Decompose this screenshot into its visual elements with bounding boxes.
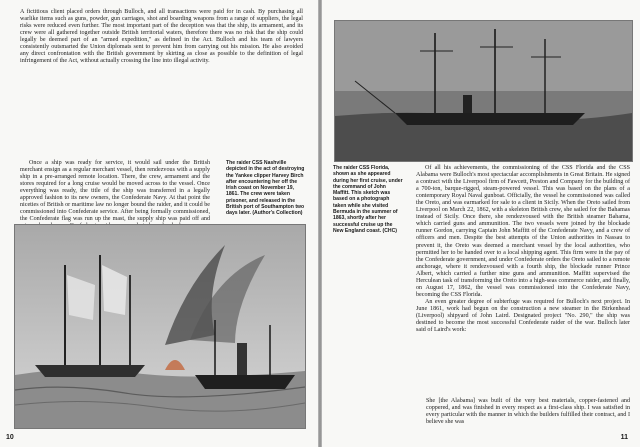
- right-paragraph-1: Of all his achievements, the commissioning of the CSS Florida and the CSS Alabama were Bulloch's most spectacular accomplishments in Great Britain. He signed a contract with the Liverpool firm of Fawcett, Preston and Company for the building of a 700-ton, barque-rigged, steam-powered vessel. This was based on the plans of a contemporary Royal Naval gunboat. Officially, the vessel he commissioned was called the Oreto, and was earmarked for sale to a client in Sicily. When the Oreto sailed from Liverpool on March 22, 1862, with a skeleton British crew, she sailed for the Bahamas instead of Sicily. Once there, she rendezvoused with the British steamer Bahama, which carried guns and ammunition. The two vessels were joined by the blockade runner Gordon, carrying Captain John Maffitt of the Confederate Navy, and a crew of officers and men. Despite the best attempts of the Union authorities in Nassau to prevent it, the Oreto was deemed a merchant vessel by the local authorities, who permitted her to be handed over to a local shipping agent. This firm were in the pay of the Confederate government, and under Confederate orders the Oreto sailed to a remote anchorage, where it rendezvoused with a fourth ship, the blockade runner Prince Albert, which carried a further nine guns and ammunition. Maffitt supervised the Herculean task of transforming the Oreto into a high-seas commerce raider, and finally, on August 17, 1862, the vessel was commissioned into the Confederate Navy, becoming the CSS Florida.: [416, 165, 630, 298]
- left-body-text: [20, 9, 303, 159]
- left-paragraph-1: A fictitious client placed orders through Bulloch, and all transactions were paid for in cash. By purchasing all warlike items such as guns, powder, gun carriages, shot and boarding weapons from a range of suppliers, the legal risks were reduced even further. The most important part of the deception was that the ship, its armament, and its crew were all gathered together outside British territorial waters, therefore there was no risk that the ship could legally be deemed part of an "armed expedition," as defined in the Act. Bulloch and his team of lawyers consistently outsmarted the Union diplomats sent to prevent him from carrying out his mission. He also avoided any direct confrontation with the British government by skirting as close as possible to the definition of legal infringement of the Act, without actually crossing the line into illegal activity.: [20, 9, 303, 65]
- page-number-left: 10: [6, 434, 14, 441]
- florida-caption: The raider CSS Florida, shown as she appeared during her first cruise, under the command of John Maffitt. This sketch was based on a photograph taken while she visited Bermuda in the summer of 1863, shortly after her successful cruise up the New England coast. (CHC): [333, 165, 403, 234]
- right-paragraph-2: An even greater degree of subterfuge was required for Bulloch's next project. In June 1861, work had begun on the construction a new steamer in the Birkenhead (Liverpool) shipyard of John Laird. Designated project "No. 290," the ship was destined to become the most successful Confederate raider of the war. Bulloch later said of Laird's work:: [416, 298, 630, 334]
- page-number-right: 11: [620, 434, 628, 441]
- nashville-caption: The raider CSS Nashville depicted in the act of destroying the Yankee clipper Harvey Birch after encountering her off the Irish coast on November 19, 1861. The crew were taken prisoner, and released in the British port of Southampton two days later. (Author's Collection): [226, 160, 305, 217]
- florida-photo: [334, 20, 633, 162]
- engraving-image: [15, 225, 305, 428]
- left-body-text-continued: [20, 160, 210, 223]
- left-page: [0, 0, 318, 447]
- right-page: [322, 0, 640, 447]
- right-body-text: [416, 165, 630, 397]
- laird-quote: [426, 398, 630, 442]
- quote-text: She [the Alabama] was built of the very best materials, copper-fastened and coppered, and was finished in every respect as a first-class ship. I was satisfied in every particular with the manner in which the builders fulfilled their contract, and I believe she was: [426, 398, 630, 426]
- photo-image: [335, 21, 632, 161]
- nashville-illustration: [14, 224, 306, 429]
- left-paragraph-2: Once a ship was ready for service, it would sail under the British merchant ensign as a regular merchant vessel, then rendezvous with a supply ship in a pre-arranged remote location. There, the crew, armament and the stores required for a long cruise would be moved across to the vessel. Once everything was ready, the title of the ship was transferred in a legally approved fashion to its new owners, the Confederate Navy. At that point the niceties of British or maritime law no longer bound the raider, and it could be commissioned into Confederate service. After being formally commissioned, the Confederate flag was run up the mast, the supply ship was paid off and: [20, 160, 210, 223]
